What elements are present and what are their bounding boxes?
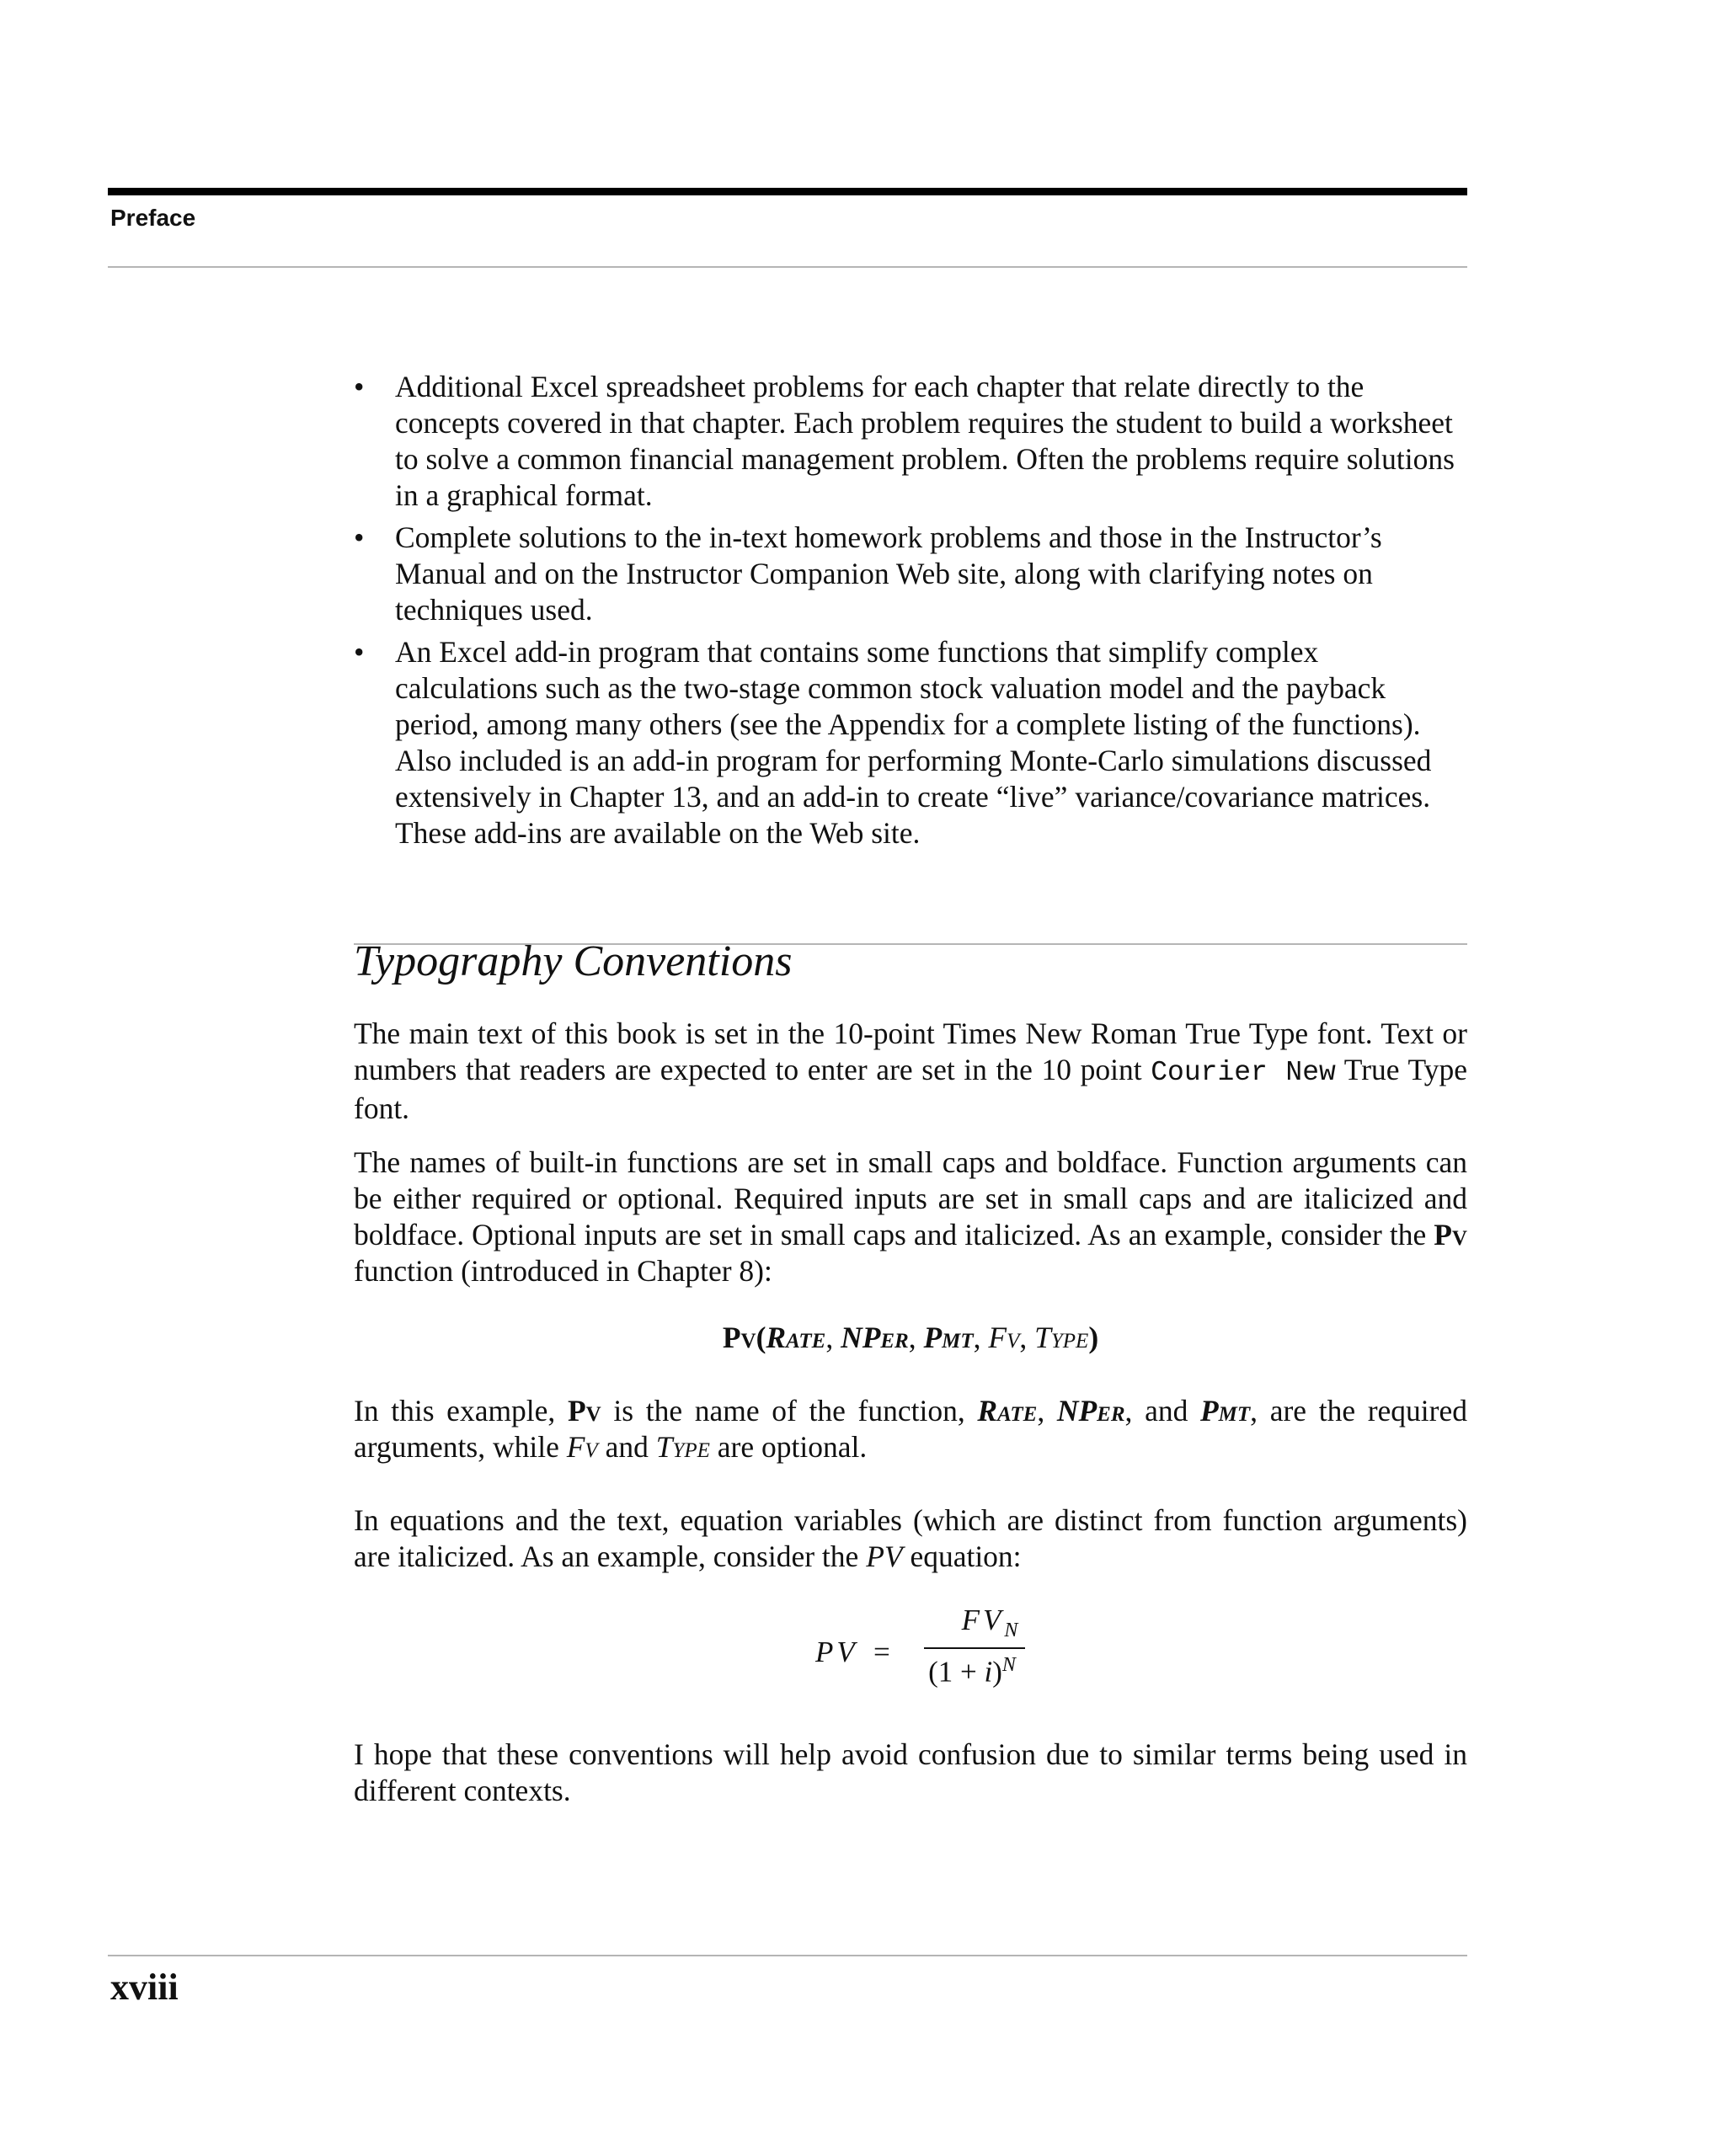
- optional-arg: Fv: [566, 1430, 598, 1464]
- paragraph-text: The main text of this book is set in the 10-point Times New Roman True Type font. Text or numbers that readers are expected to enter are set in the 10 point: [354, 1017, 1467, 1086]
- header-rule-thin: [108, 266, 1467, 268]
- paragraph-text: ,: [1037, 1394, 1057, 1428]
- closing-block: [354, 1737, 1467, 1827]
- paragraph-text: In equations and the text, equation variables (which are distinct from function arguments) are italicized. As an example, consider the: [354, 1503, 1467, 1573]
- equation-lhs: PV: [815, 1636, 858, 1668]
- function-name: Pv: [1434, 1218, 1467, 1251]
- paren: (: [756, 1321, 766, 1354]
- paragraph-text: The names of built-in functions are set in small caps and boldface. Function arguments can be either required or optional. Required inputs are set in small caps and are italicized and boldface. Optional inputs are set in small caps and italicized. As an example, consider the: [354, 1145, 1467, 1251]
- equation-variable: i: [984, 1655, 993, 1689]
- page-number: xviii: [110, 1967, 179, 2008]
- paragraph-text: is the name of the function,: [601, 1394, 978, 1428]
- equation-numerator: [931, 1604, 1049, 1642]
- header-rule-thick: [108, 188, 1467, 195]
- required-arg: NPer: [841, 1321, 909, 1354]
- function-name: Pv: [722, 1321, 756, 1354]
- paragraph-fonts: [354, 1016, 1467, 1127]
- equation-superscript: N: [1001, 1654, 1016, 1676]
- optional-arg: Type: [1034, 1321, 1089, 1354]
- paragraph-functions: [354, 1145, 1467, 1289]
- separator: ,: [908, 1321, 924, 1354]
- required-arg: Pmt: [1199, 1394, 1251, 1428]
- paren: ): [1088, 1321, 1099, 1354]
- equation-denominator: [900, 1654, 1044, 1689]
- required-arg: Rate: [977, 1394, 1038, 1428]
- pv-equation: [815, 1604, 1102, 1705]
- paragraph-text: are optional.: [709, 1430, 868, 1464]
- running-head: Preface: [110, 205, 196, 231]
- paragraph-example: [354, 1393, 1467, 1465]
- paragraph-closing: I hope that these conventions will help avoid confusion due to similar terms being used in different contexts.: [354, 1737, 1467, 1807]
- separator: ,: [825, 1321, 841, 1354]
- separator: ,: [973, 1321, 989, 1354]
- list-item: • Additional Excel spreadsheet problems for each chapter that relate directly to the concepts covered in that chapter. Each problem requires the student to build a worksheet to solve a common financial management problem. Often the problems require solutions in a graphical format.: [354, 369, 1467, 514]
- optional-arg: Type: [655, 1430, 710, 1464]
- fraction-bar: [924, 1647, 1025, 1649]
- list-item: • An Excel add-in program that contains some functions that simplify complex calculations such as the two-stage common stock valuation model and the payback period, among many others (see the Appendix for a complete listing of the functions). Also included is an add-in program for performing Monte-Carlo simulations discussed extensively in Chapter 13, and an add-in to create “live” variance/covariance matrices. These add-ins are available on the Web site.: [354, 634, 1467, 851]
- equation-variable: FV: [961, 1604, 1005, 1636]
- equation-variable: PV: [866, 1540, 903, 1573]
- paragraph-text: function (introduced in Chapter 8):: [354, 1254, 772, 1288]
- mono-sample: Courier New: [1151, 1057, 1336, 1088]
- list-item: • Complete solutions to the in-text homework problems and those in the Instructor’s Manual and on the Instructor Companion Web site, along with clarifying notes on techniques used.: [354, 520, 1467, 628]
- required-arg: Pmt: [923, 1321, 974, 1354]
- separator: ,: [1019, 1321, 1035, 1354]
- required-arg: Rate: [766, 1321, 826, 1354]
- footer-rule: [108, 1955, 1467, 1956]
- equation-text: (1 +: [928, 1655, 985, 1689]
- bullet-list: [354, 369, 1467, 851]
- function-signature: [354, 1320, 1467, 1356]
- paragraph-text: , are the required arguments, while: [354, 1394, 1468, 1464]
- paragraph-text: , and: [1124, 1394, 1200, 1428]
- bullet-list-block: [354, 369, 1467, 857]
- required-arg: NPer: [1056, 1394, 1125, 1428]
- paragraph-text: In this example,: [354, 1394, 568, 1428]
- section-body: [354, 1016, 1467, 1593]
- equation-text: ): [992, 1655, 1002, 1689]
- function-name: Pv: [567, 1394, 601, 1428]
- equation-subscript: N: [1004, 1620, 1018, 1641]
- paragraph-text: True Type font.: [354, 1053, 1467, 1125]
- optional-arg: Fv: [988, 1321, 1020, 1354]
- paragraph-text: equation:: [902, 1540, 1022, 1573]
- paragraph-variables: [354, 1502, 1467, 1575]
- section-title: Typography Conventions: [354, 937, 793, 985]
- paragraph-text: and: [597, 1430, 656, 1464]
- equation-equals: =: [873, 1636, 890, 1668]
